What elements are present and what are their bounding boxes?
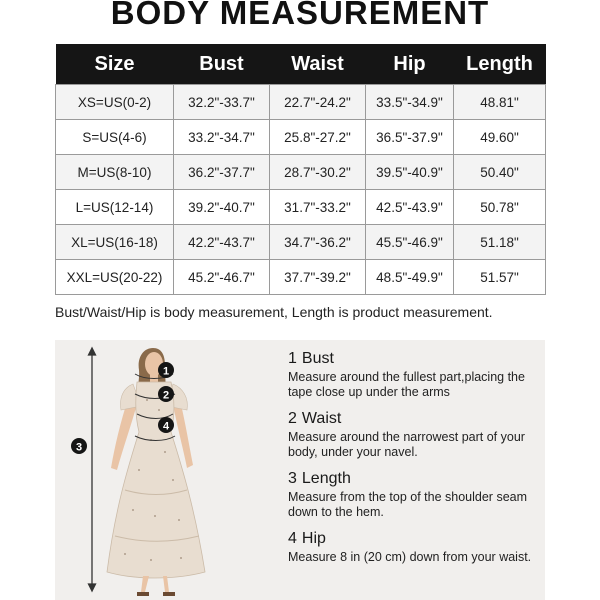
table-cell: 42.5"-43.9" xyxy=(366,190,454,225)
table-cell: 33.2"-34.7" xyxy=(174,120,270,155)
marker-4 xyxy=(158,417,174,433)
table-cell: 42.2"-43.7" xyxy=(174,225,270,260)
table-cell: XL=US(16-18) xyxy=(56,225,174,260)
item-description: Measure from the top of the shoulder seam down to the hem. xyxy=(288,490,528,519)
svg-text:3: 3 xyxy=(75,441,83,454)
svg-text:1: 1 xyxy=(162,365,170,378)
marker-1 xyxy=(158,362,174,378)
table-row xyxy=(56,155,546,190)
table-row xyxy=(56,190,546,225)
table-row xyxy=(56,120,546,155)
table-cell: 50.78" xyxy=(454,190,546,225)
table-cell: 37.7"-39.2" xyxy=(270,260,366,295)
table-cell: 39.5"-40.9" xyxy=(366,155,454,190)
table-cell: 33.5"-34.9" xyxy=(366,85,454,120)
table-cell: 45.5"-46.9" xyxy=(366,225,454,260)
item-number: 3 xyxy=(288,470,297,487)
column-header-hip: Hip xyxy=(366,44,454,85)
column-header-waist: Waist xyxy=(270,44,366,85)
page-title: BODY MEASUREMENT xyxy=(110,0,490,31)
table-cell: 48.5"-49.9" xyxy=(366,260,454,295)
length-line xyxy=(89,348,96,591)
table-cell: 51.57" xyxy=(454,260,546,295)
column-header-bust: Bust xyxy=(174,44,270,85)
table-cell: 36.5"-37.9" xyxy=(366,120,454,155)
column-header-length: Length xyxy=(454,44,546,85)
measurement-list xyxy=(288,350,548,575)
item-description: Measure around the fullest part,placing the tape close up under the arms xyxy=(288,370,525,399)
table-row xyxy=(56,225,546,260)
measurement-item-hip xyxy=(288,530,548,565)
table-cell: L=US(12-14) xyxy=(56,190,174,225)
measurement-guide-panel xyxy=(55,340,545,600)
table-cell: 22.7"-24.2" xyxy=(270,85,366,120)
item-description: Measure around the narrowest part of your body, under your navel. xyxy=(288,430,525,459)
item-number: 4 xyxy=(288,530,297,547)
measurement-item-waist xyxy=(288,410,548,460)
dress-model-illustration xyxy=(107,348,205,596)
table-row xyxy=(56,85,546,120)
item-name: Bust xyxy=(301,350,334,367)
table-cell: 34.7"-36.2" xyxy=(270,225,366,260)
svg-text:2: 2 xyxy=(162,389,170,402)
size-chart-table xyxy=(55,44,546,295)
table-header-row xyxy=(56,44,546,85)
table-cell: 48.81" xyxy=(454,85,546,120)
column-header-size: Size xyxy=(56,44,174,85)
table-cell: 25.8"-27.2" xyxy=(270,120,366,155)
item-description: Measure 8 in (20 cm) down from your waist. xyxy=(288,550,532,564)
table-cell: XS=US(0-2) xyxy=(56,85,174,120)
item-name: Length xyxy=(301,470,351,487)
table-cell: 45.2"-46.7" xyxy=(174,260,270,295)
table-cell: 31.7"-33.2" xyxy=(270,190,366,225)
marker-2 xyxy=(158,386,174,402)
table-row xyxy=(56,260,546,295)
model-figure xyxy=(55,340,285,600)
table-cell: XXL=US(20-22) xyxy=(56,260,174,295)
table-cell: 49.60" xyxy=(454,120,546,155)
item-name: Hip xyxy=(301,530,326,547)
table-cell: 36.2"-37.7" xyxy=(174,155,270,190)
table-cell: S=US(4-6) xyxy=(56,120,174,155)
marker-3 xyxy=(71,438,87,454)
measurement-note: Bust/Waist/Hip is body measurement, Length is product measurement. xyxy=(55,304,493,320)
table-cell: 28.7"-30.2" xyxy=(270,155,366,190)
item-number: 2 xyxy=(288,410,297,427)
table-cell: 51.18" xyxy=(454,225,546,260)
table-cell: 39.2"-40.7" xyxy=(174,190,270,225)
measurement-item-length xyxy=(288,470,548,520)
table-cell: 50.40" xyxy=(454,155,546,190)
table-cell: 32.2"-33.7" xyxy=(174,85,270,120)
item-name: Waist xyxy=(301,410,342,427)
table-cell: M=US(8-10) xyxy=(56,155,174,190)
svg-text:4: 4 xyxy=(162,420,170,433)
measurement-item-bust xyxy=(288,350,548,400)
item-number: 1 xyxy=(288,350,297,367)
